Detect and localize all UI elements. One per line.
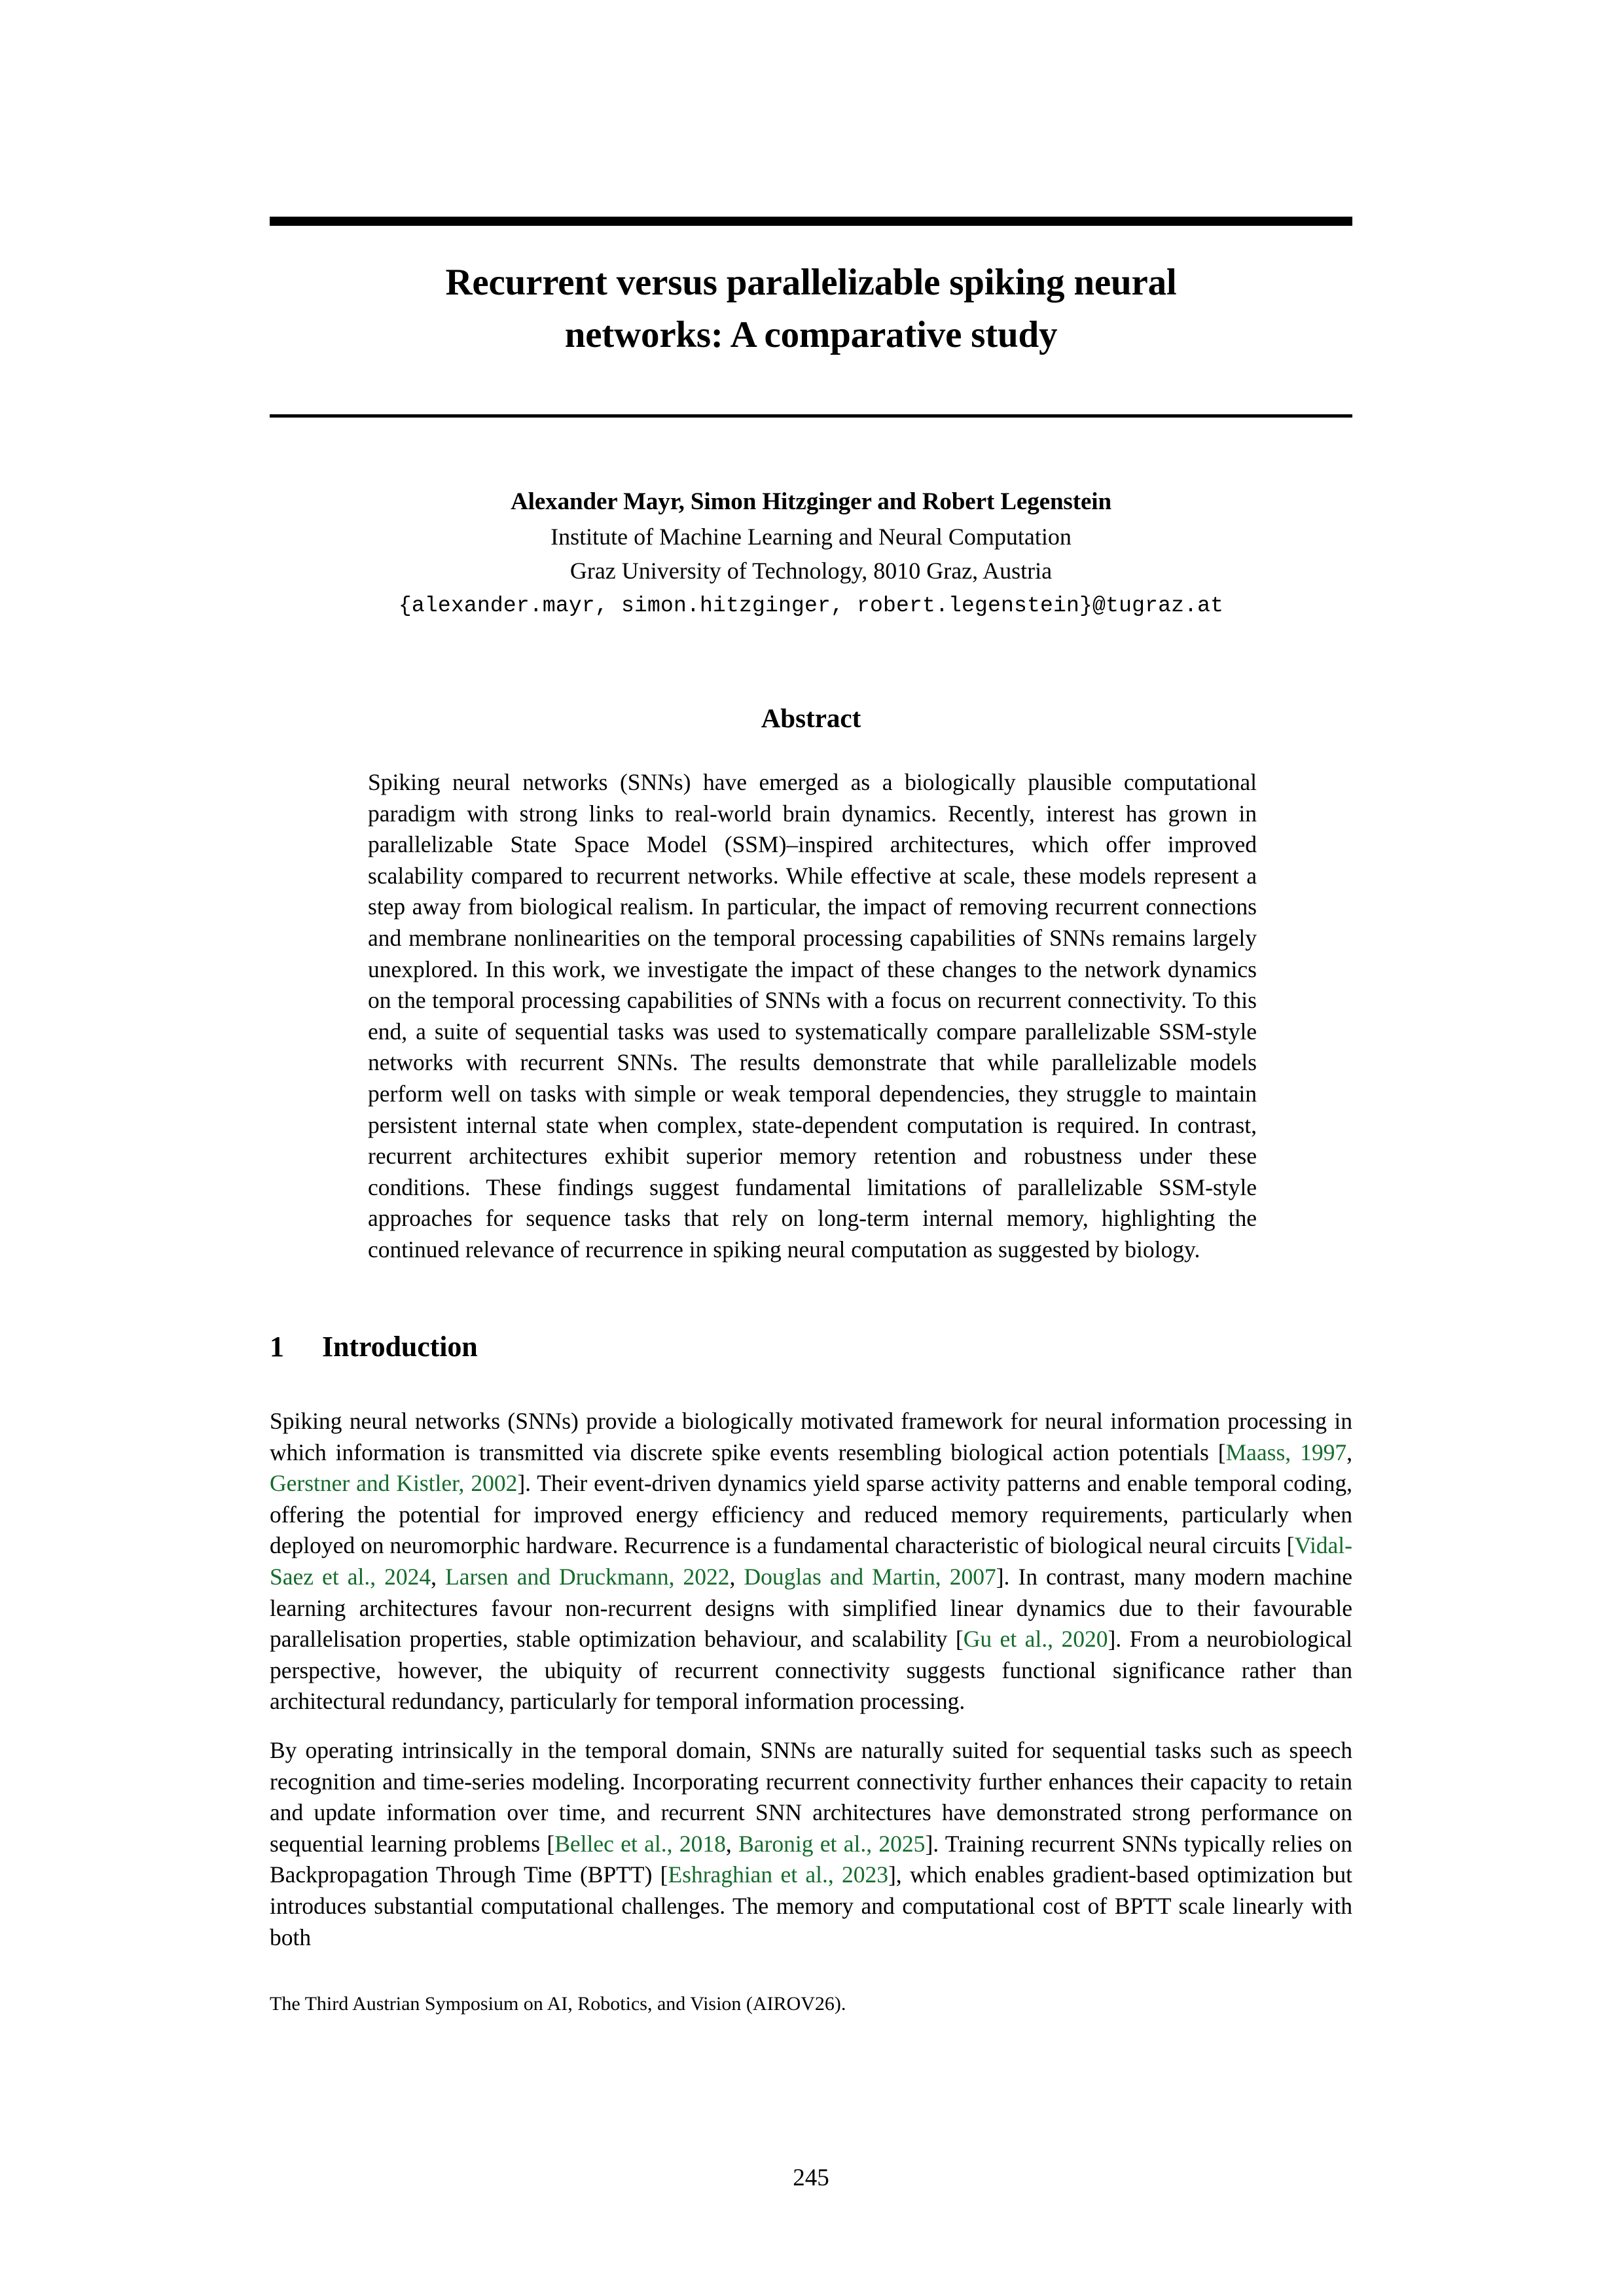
- paragraph: By operating intrinsically in the temporal domain, SNNs are naturally suited for sequential tasks such as speech recognition and time-series modeling. Incorporating recurrent connectivity further enhances their capacity to retain and update information over time, and recurrent SNN architectures have demonstrated strong performance on sequential learning problems [Bellec et al., 2018, Baronig et al., 2025]. Training recurrent SNNs typically relies on Backpropagation Through Time (BPTT) [Eshraghian et al., 2023], which enables gradient-based optimization but introduces substantial computational challenges. The memory and computational cost of BPTT scale linearly with both: [270, 1736, 1353, 1950]
- section-number: 1: [270, 1331, 284, 1363]
- title-line-1: Recurrent versus parallelizable spiking neural: [445, 262, 1177, 303]
- header-rule-thick: [270, 217, 1352, 226]
- paragraph: Spiking neural networks (SNNs) provide a biologically motivated framework for neural information processing in which information is transmitted via discrete spike events resembling biological action potentials [Maass, 1997, Gerstner and Kistler, 2002]. Their event-driven dynamics yield sparse activity patterns and enable temporal coding, offering the potential for improved energy efficiency and reduced memory requirements, particularly when deployed on neuromorphic hardware. Recurrence is a fundamental characteristic of biological neural circuits [Vidal-Saez et al., 2024, Larsen and Druckmann, 2022, Douglas and Martin, 2007]. In contrast, many modern machine learning architectures favour non-recurrent designs with simplified linear dynamics due to their favourable parallelisation properties, stable optimization behaviour, and scalability [Gu et al., 2020]. From a neurobiological perspective, however, the ubiquity of recurrent connectivity suggests functional significance rather than architectural redundancy, particularly for temporal information processing.: [270, 1408, 1353, 1715]
- citation-link[interactable]: Douglas and Martin, 2007: [744, 1563, 996, 1590]
- citation-link[interactable]: Gu et al., 2020: [963, 1626, 1108, 1653]
- affiliation-line-1: Institute of Machine Learning and Neural Computation: [550, 524, 1072, 550]
- citation-link[interactable]: Maass, 1997: [1225, 1439, 1347, 1465]
- footnote: The Third Austrian Symposium on AI, Robotics, and Vision (AIROV26).: [270, 1993, 846, 2015]
- introduction-body: [270, 1406, 1352, 1953]
- citation-link[interactable]: Baronig et al., 2025: [738, 1830, 926, 1857]
- abstract-body: Spiking neural networks (SNNs) have emerged as a biologically plausible computational paradigm with strong links to real-world brain dynamics. Recently, interest has grown in parallelizable State Space Model (SSM)–inspired architectures, which offer improved scalability compared to recurrent networks. While effective at scale, these models represent a step away from biological realism. In particular, the impact of removing recurrent connections and membrane nonlinearities on the temporal processing capabilities of SNNs remains largely unexplored. In this work, we investigate the impact of these changes to the network dynamics on the temporal processing capabilities of SNNs with a focus on recurrent connectivity. To this end, a suite of sequential tasks was used to systematically compare parallelizable SSM-style networks with recurrent SNNs. The results demonstrate that while parallelizable models perform well on tasks with simple or weak temporal dependencies, they struggle to maintain persistent internal state when complex, state-dependent computation is required. In contrast, recurrent architectures exhibit superior memory retention and robustness under these conditions. These findings suggest fundamental limitations of parallelizable SSM-style approaches for sequence tasks that rely on long-term internal memory, highlighting the continued relevance of recurrence in spiking neural computation as suggested by biology.: [368, 769, 1257, 1263]
- header-rule-thin: [270, 414, 1352, 418]
- citation-link[interactable]: Vidal-Saez et al., 2024: [270, 1532, 1352, 1590]
- author-block: [270, 484, 1352, 624]
- author-names: Alexander Mayr, Simon Hitzginger and Robert Legenstein: [511, 488, 1111, 515]
- title-line-2: networks: A comparative study: [564, 314, 1058, 355]
- page-title: [270, 257, 1352, 361]
- citation-link[interactable]: Gerstner and Kistler, 2002: [270, 1470, 518, 1497]
- citation-link[interactable]: Larsen and Druckmann, 2022: [445, 1563, 730, 1590]
- page-number: 245: [793, 2164, 829, 2191]
- author-email: {alexander.mayr, simon.hitzginger, robert.legenstein}@tugraz.at: [398, 594, 1224, 618]
- citation-link[interactable]: Eshraghian et al., 2023: [668, 1861, 888, 1888]
- section-title: Introduction: [322, 1331, 478, 1363]
- affiliation-line-2: Graz University of Technology, 8010 Graz, Austria: [569, 558, 1053, 584]
- citation-link[interactable]: Bellec et al., 2018: [554, 1830, 726, 1857]
- section-heading-introduction: [270, 1328, 478, 1366]
- abstract-heading: Abstract: [761, 703, 861, 733]
